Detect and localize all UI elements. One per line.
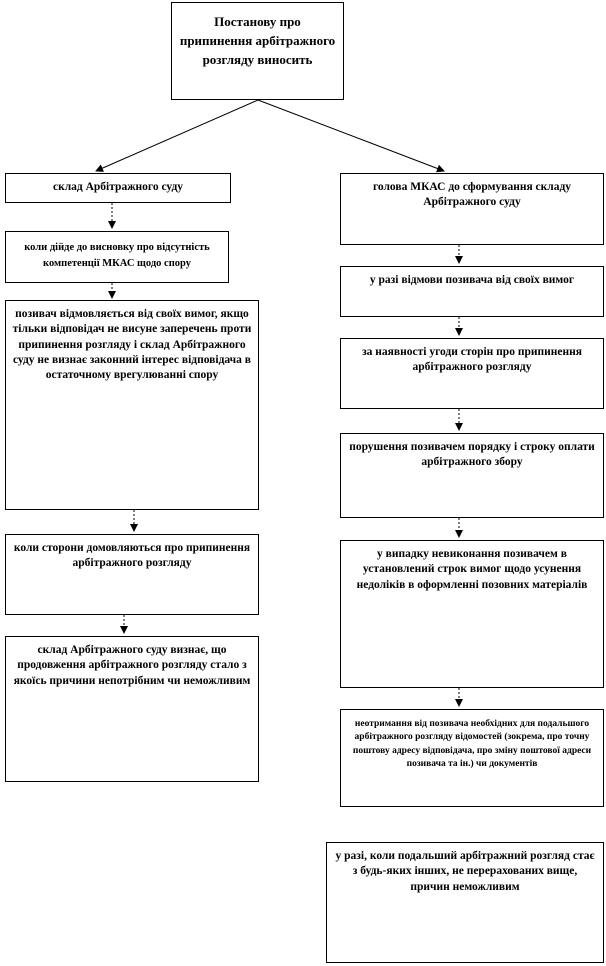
right-item-5-text: неотримання від позивача необхідних для подальшого арбітражного розгляду відомостей (зокрема, про точну поштову адресу відповідача, про зміну поштової адреси позивача та ін.) чи документів [352, 719, 592, 769]
right-item-6-text: у разі, коли подальший арбітражний розгляд стає з будь-яких інших, не перерахованих вище, причин неможливим [335, 850, 595, 893]
left-item-2-text: позивач відмовляється від своїх вимог, якщо тільки відповідач не висуне заперечень проти припинення розгляду і склад Арбітражного суду не визнає законний інтерес відповідача в остаточному врегулюванні спору [12, 308, 252, 382]
right-item-2-box [340, 338, 604, 409]
arrow-top-to-right [258, 100, 444, 171]
left-item-1-box [5, 231, 229, 283]
arrow-top-to-left [96, 100, 258, 171]
right-item-2-text: за наявності угоди сторін про припинення арбітражного розгляду [362, 346, 582, 374]
left-item-4-text: склад Арбітражного суду визнає, що продовження арбітражного розгляду стало з якоїсь причини непотрібним чи неможливим [13, 644, 251, 687]
right-item-1-box [340, 266, 604, 317]
left-header-box [5, 173, 231, 203]
right-item-4-text: у випадку невиконання позивачем в установлений строк вимог щодо усунення недоліків в оформленні позовних матеріалів [356, 548, 588, 591]
right-header-text: голова МКАС до сформування складу Арбітражного суду [372, 181, 572, 209]
left-item-1-text: коли дійде до висновку про відсутність компетенції МКАС щодо спору [24, 242, 210, 270]
top-box-text: Постанову про припинення арбітражного розгляду виносить [179, 14, 336, 67]
left-item-3-text: коли сторони домовляються про припинення арбітражного розгляду [13, 542, 251, 570]
right-item-6-box [326, 842, 604, 963]
left-item-2-box [5, 300, 259, 510]
right-item-3-box [340, 433, 604, 518]
right-item-1-text: у разі відмови позивача від своїх вимог [369, 274, 575, 286]
right-item-4-box [340, 540, 604, 688]
right-header-box [340, 173, 604, 245]
top-box [171, 2, 344, 100]
left-item-3-box [5, 534, 259, 615]
right-item-5-box [340, 709, 604, 807]
left-item-4-box [5, 636, 259, 782]
left-header-text: склад Арбітражного суду [52, 181, 184, 193]
right-item-3-text: порушення позивачем порядку і строку оплати арбітражного збору [349, 441, 595, 469]
